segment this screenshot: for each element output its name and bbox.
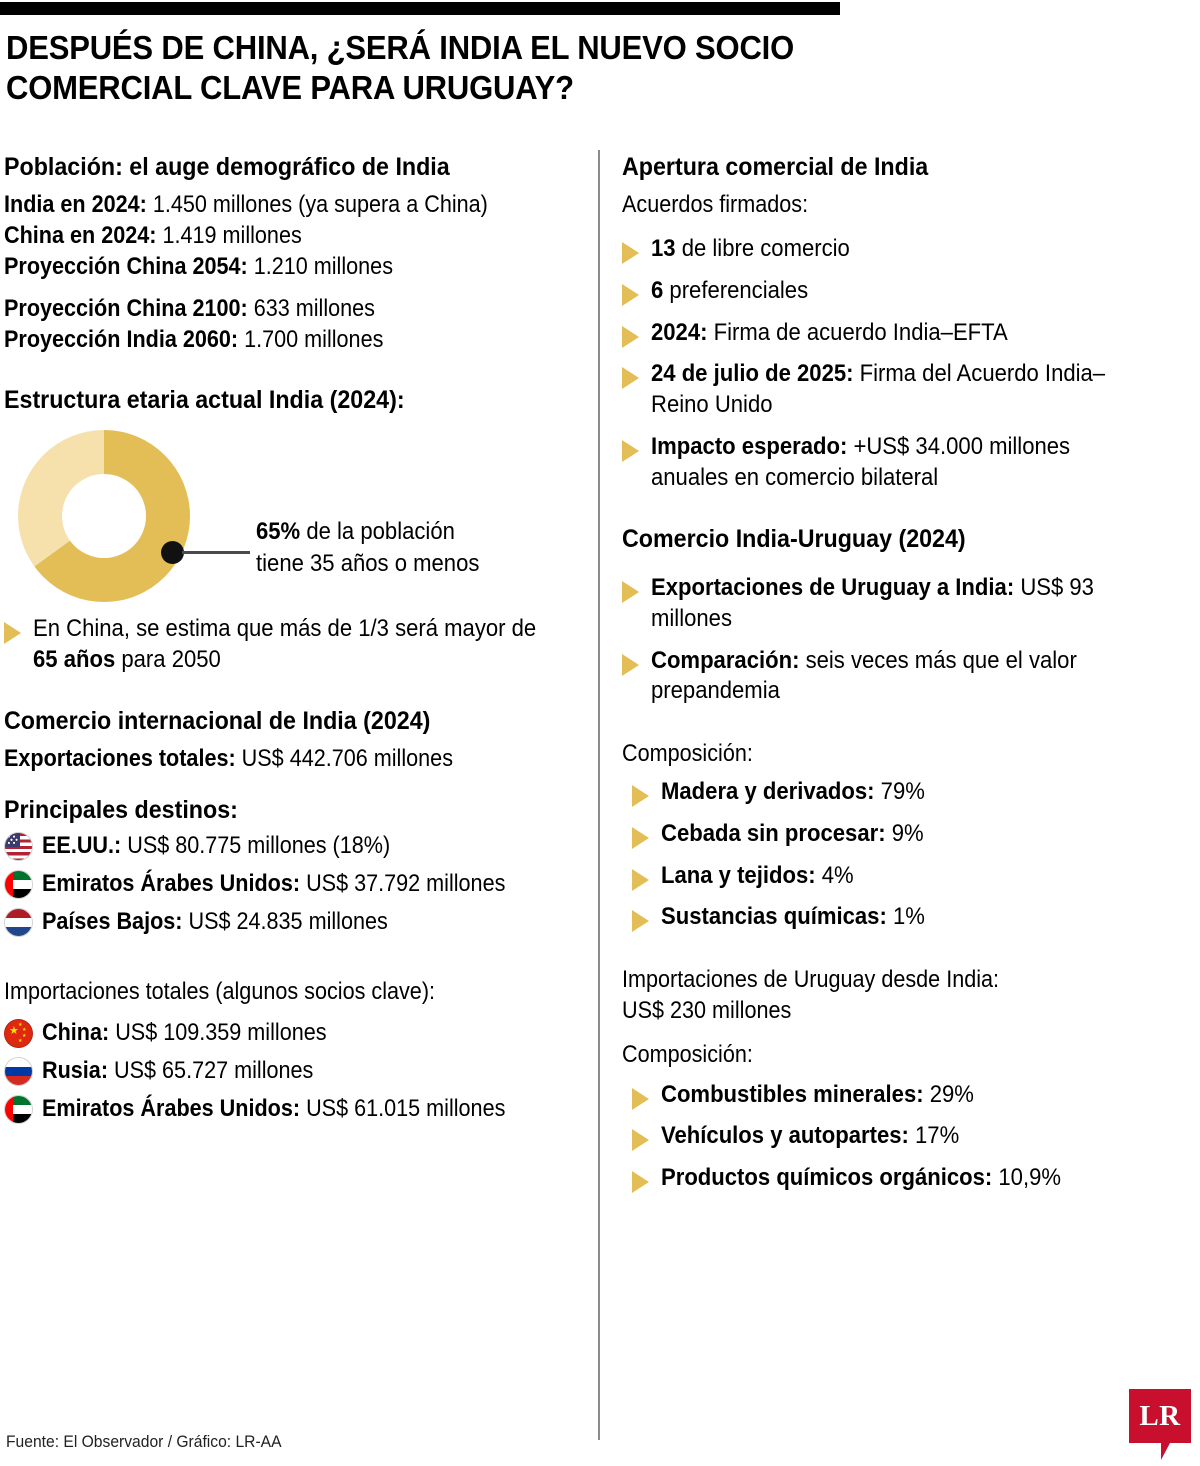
import-partner-name: China: bbox=[42, 1018, 110, 1046]
population-row-value: 633 millones bbox=[253, 294, 375, 322]
import-composition-label: Vehículos y autopartes: bbox=[661, 1122, 909, 1150]
export-composition-heading: Composición: bbox=[622, 740, 753, 768]
export-composition-label: Lana y tejidos: bbox=[661, 861, 816, 889]
destination-value: US$ 80.775 millones (18%) bbox=[127, 831, 391, 859]
population-row-label: India en 2024: bbox=[4, 191, 147, 218]
destinations-heading: Principales destinos: bbox=[4, 795, 238, 824]
population-row-label: China en 2024: bbox=[4, 222, 157, 250]
import-partner-text bbox=[42, 1019, 327, 1048]
export-composition-item bbox=[622, 819, 1196, 850]
agreement-item bbox=[622, 432, 1196, 493]
triangle-bullet-icon bbox=[632, 827, 649, 849]
triangle-bullet-icon bbox=[632, 785, 649, 807]
destination-row bbox=[4, 870, 586, 899]
bilateral-text bbox=[651, 573, 1152, 634]
agreement-text bbox=[651, 318, 1008, 349]
donut-leader-line bbox=[182, 551, 250, 554]
export-composition-label: Sustancias químicas: bbox=[661, 903, 887, 931]
triangle-bullet-icon bbox=[632, 910, 649, 932]
bilateral-heading: Comercio India-Uruguay (2024) bbox=[622, 525, 966, 554]
agreement-bold: Impacto esperado: bbox=[651, 432, 848, 460]
agreement-item bbox=[622, 234, 1196, 265]
import-composition-value: 29% bbox=[929, 1080, 974, 1108]
agreement-bold: 24 de julio de 2025: bbox=[651, 360, 854, 388]
triangle-bullet-icon bbox=[632, 1129, 649, 1151]
top-black-rule bbox=[0, 2, 840, 15]
uae-flag-icon bbox=[4, 1095, 33, 1124]
age-structure-heading: Estructura etaria actual India (2024): bbox=[4, 385, 405, 414]
agreement-text bbox=[651, 432, 1152, 493]
agreement-rest: de libre comercio bbox=[675, 235, 850, 263]
uae-flag-icon bbox=[4, 870, 33, 899]
population-row bbox=[4, 293, 528, 324]
export-composition-label: Cebada sin procesar: bbox=[661, 820, 886, 847]
destination-text bbox=[42, 908, 388, 937]
import-partner-name: Rusia: bbox=[42, 1056, 109, 1084]
agreement-rest: +US$ 34.000 millones anuales en comercio bilateral bbox=[651, 432, 1071, 491]
import-composition-heading: Composición: bbox=[622, 1040, 753, 1068]
population-row-value: 1.210 millones bbox=[253, 253, 393, 281]
export-composition-value: 4% bbox=[821, 861, 854, 889]
donut-callout-text-2: tiene 35 años o menos bbox=[256, 550, 480, 578]
agreement-text bbox=[651, 359, 1152, 420]
import-partner-row bbox=[4, 1057, 586, 1086]
china-aging-post: para 2050 bbox=[115, 645, 221, 673]
china-aging-bold: 65 años bbox=[33, 645, 116, 673]
donut-hole bbox=[62, 474, 146, 558]
china-aging-bullet bbox=[4, 614, 586, 675]
destination-row bbox=[4, 832, 586, 861]
import-composition-item bbox=[622, 1080, 1196, 1111]
logo-text: LR bbox=[1139, 1399, 1181, 1432]
left-column bbox=[4, 152, 586, 1133]
china-aging-pre: En China, se estima que más de 1/3 será mayor de bbox=[33, 614, 537, 642]
triangle-bullet-icon bbox=[622, 440, 639, 462]
triangle-bullet-icon bbox=[632, 1088, 649, 1110]
agreement-text bbox=[651, 234, 850, 265]
bilateral-text bbox=[651, 646, 1152, 707]
bilateral-rest: US$ 93 millones bbox=[651, 574, 1094, 632]
us-flag-icon bbox=[4, 832, 33, 861]
triangle-bullet-icon bbox=[622, 326, 639, 348]
import-composition-text bbox=[661, 1121, 959, 1152]
agreement-bold: 6 bbox=[651, 276, 664, 304]
import-composition-item bbox=[622, 1121, 1196, 1152]
donut-callout bbox=[256, 516, 479, 580]
destination-text bbox=[42, 870, 505, 899]
destination-row bbox=[4, 908, 586, 937]
export-composition-item bbox=[622, 777, 1196, 808]
right-column bbox=[622, 152, 1196, 1205]
agreement-bold: 2024: bbox=[651, 318, 708, 346]
triangle-bullet-icon bbox=[622, 581, 639, 603]
agreement-item bbox=[622, 276, 1196, 307]
agreement-rest: preferenciales bbox=[663, 276, 809, 304]
population-row-label: Proyección India 2060: bbox=[4, 325, 239, 353]
agreements-subheading: Acuerdos firmados: bbox=[622, 191, 809, 218]
age-structure-donut-chart bbox=[4, 430, 586, 610]
openness-heading: Apertura comercial de India bbox=[622, 153, 929, 181]
import-partner-row bbox=[4, 1019, 586, 1048]
bilateral-item bbox=[622, 573, 1196, 634]
agreement-item bbox=[622, 318, 1196, 349]
imports-from-india-heading: Importaciones de Uruguay desde India: bbox=[622, 966, 1000, 994]
population-row-label: Proyección China 2054: bbox=[4, 253, 248, 281]
import-partner-value: US$ 65.727 millones bbox=[114, 1056, 314, 1084]
bilateral-item bbox=[622, 646, 1196, 707]
logo-tail bbox=[1161, 1443, 1179, 1460]
page-title: DESPUÉS DE CHINA, ¿SERÁ INDIA EL NUEVO SOCIO COMERCIAL CLAVE PARA URUGUAY? bbox=[6, 29, 795, 106]
bilateral-bold: Exportaciones de Uruguay a India: bbox=[651, 574, 1015, 602]
population-row-value: 1.700 millones bbox=[244, 325, 384, 353]
triangle-bullet-icon bbox=[622, 284, 639, 306]
bilateral-bold: Comparación: bbox=[651, 646, 800, 674]
triangle-bullet-icon bbox=[632, 1171, 649, 1193]
destination-name: Países Bajos: bbox=[42, 907, 183, 935]
triangle-bullet-icon bbox=[622, 654, 639, 676]
import-composition-text bbox=[661, 1163, 1061, 1194]
import-partner-value: US$ 61.015 millones bbox=[306, 1094, 506, 1122]
destination-name: Emiratos Árabes Unidos: bbox=[42, 869, 301, 897]
population-row-value: 1.450 millones (ya supera a China) bbox=[152, 191, 488, 218]
total-exports-label: Exportaciones totales: bbox=[4, 745, 236, 773]
export-composition-item bbox=[622, 861, 1196, 892]
export-composition-text bbox=[661, 777, 925, 808]
export-composition-text bbox=[661, 861, 854, 892]
import-composition-value: 17% bbox=[915, 1122, 960, 1150]
population-row bbox=[4, 189, 528, 220]
donut-callout-percent: 65% bbox=[256, 517, 301, 545]
import-partner-text bbox=[42, 1095, 505, 1124]
lr-logo bbox=[1129, 1389, 1191, 1461]
export-composition-value: 1% bbox=[892, 903, 925, 931]
total-exports-value: US$ 442.706 millones bbox=[241, 745, 454, 773]
import-composition-label: Productos químicos orgánicos: bbox=[661, 1164, 993, 1192]
export-composition-text bbox=[661, 902, 925, 933]
import-partner-name: Emiratos Árabes Unidos: bbox=[42, 1094, 301, 1122]
export-composition-text bbox=[661, 819, 924, 850]
population-row bbox=[4, 251, 528, 282]
destination-value: US$ 37.792 millones bbox=[306, 869, 506, 897]
russia-flag-icon bbox=[4, 1057, 33, 1086]
agreement-item bbox=[622, 359, 1196, 420]
destination-text bbox=[42, 832, 390, 861]
export-composition-item bbox=[622, 902, 1196, 933]
population-row-label: Proyección China 2100: bbox=[4, 294, 248, 322]
import-composition-item bbox=[622, 1163, 1196, 1194]
population-row bbox=[4, 324, 528, 355]
agreement-bold: 13 bbox=[651, 235, 676, 263]
imports-from-india-value: US$ 230 millones bbox=[622, 997, 792, 1025]
import-partner-text bbox=[42, 1057, 313, 1086]
population-heading: Población: el auge demográfico de India bbox=[4, 153, 450, 181]
import-composition-text bbox=[661, 1080, 974, 1111]
total-exports-row bbox=[4, 743, 528, 774]
destination-value: US$ 24.835 millones bbox=[188, 907, 388, 935]
bilateral-rest: seis veces más que el valor prepandemia bbox=[651, 646, 1077, 705]
export-composition-value: 9% bbox=[891, 820, 924, 847]
imports-heading: Importaciones totales (algunos socios clave): bbox=[4, 977, 436, 1005]
import-composition-label: Combustibles minerales: bbox=[661, 1080, 924, 1108]
import-partner-row bbox=[4, 1095, 586, 1124]
netherlands-flag-icon bbox=[4, 908, 33, 937]
triangle-bullet-icon bbox=[622, 367, 639, 389]
donut-ring bbox=[18, 430, 190, 602]
source-credit: Fuente: El Observador / Gráfico: LR-AA bbox=[6, 1432, 282, 1451]
donut-callout-text: de la población bbox=[300, 517, 455, 545]
triangle-bullet-icon bbox=[622, 242, 639, 264]
import-composition-value: 10,9% bbox=[998, 1164, 1061, 1192]
export-composition-value: 79% bbox=[880, 778, 925, 806]
china-aging-text bbox=[33, 614, 542, 675]
china-flag-icon: ★ ★ ★ ★ ★ bbox=[4, 1019, 33, 1048]
agreement-rest: Firma de acuerdo India–EFTA bbox=[707, 318, 1008, 346]
triangle-bullet-icon bbox=[632, 869, 649, 891]
donut-leader-dot bbox=[161, 541, 184, 564]
population-row-value: 1.419 millones bbox=[162, 222, 302, 250]
agreement-text bbox=[651, 276, 808, 307]
population-row bbox=[4, 220, 528, 251]
destination-name: EE.UU.: bbox=[42, 831, 122, 859]
triangle-bullet-icon bbox=[4, 622, 21, 644]
trade-heading: Comercio internacional de India (2024) bbox=[4, 707, 431, 736]
export-composition-label: Madera y derivados: bbox=[661, 778, 875, 806]
agreement-rest: Firma del Acuerdo India–Reino Unido bbox=[651, 360, 1106, 419]
column-divider bbox=[598, 150, 600, 1440]
import-partner-value: US$ 109.359 millones bbox=[115, 1018, 327, 1046]
